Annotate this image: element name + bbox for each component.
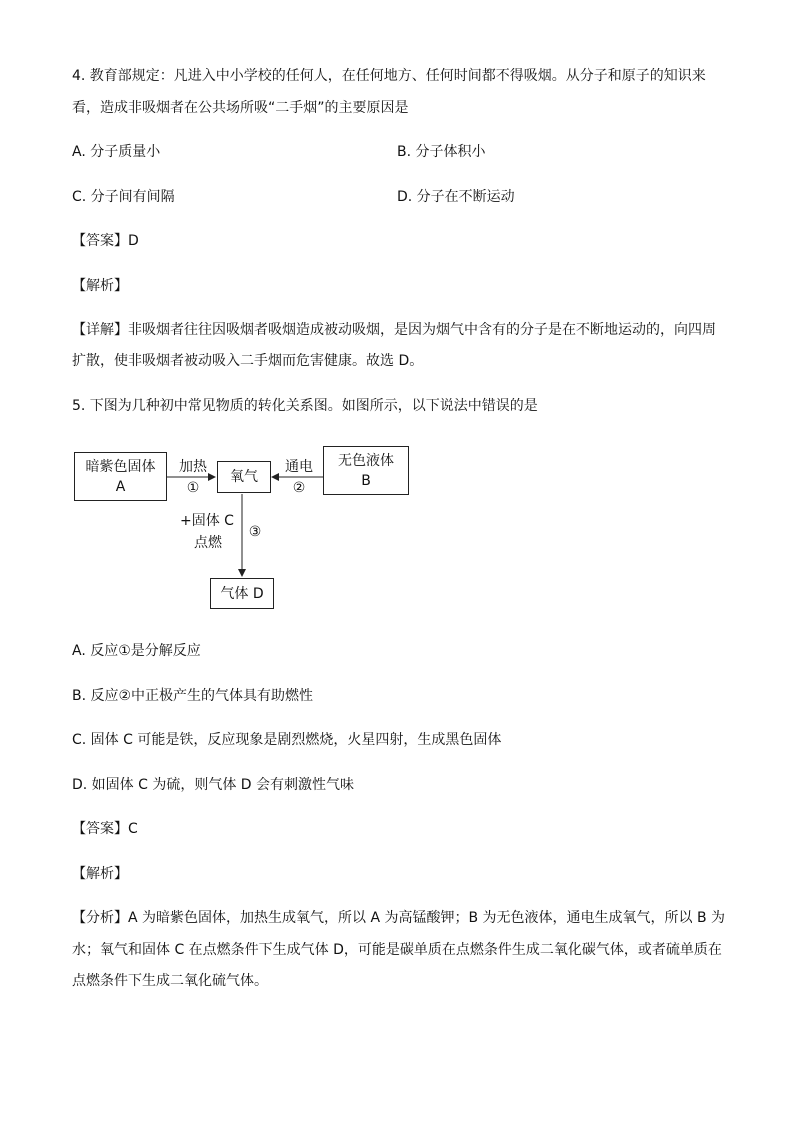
q4-detail-line2: 扩散，使非吸烟者被动吸入二手烟而危害健康。故选 D。 bbox=[72, 353, 424, 369]
box-gas-d bbox=[210, 578, 274, 609]
box-a-line2: A bbox=[115, 478, 126, 495]
q5-option-d: D. 如固体 C 为硫，则气体 D 会有刺激性气味 bbox=[72, 777, 355, 793]
q4-option-a: A. 分子质量小 bbox=[72, 144, 161, 160]
box-liquid-b bbox=[323, 446, 409, 495]
q5-option-c: C. 固体 C 可能是铁，反应现象是剧烈燃烧，火星四射，生成黑色固体 bbox=[72, 732, 502, 748]
q5-analysis-line1: 【分析】A 为暗紫色固体，加热生成氧气，所以 A 为高锰酸钾；B 为无色液体，通电生成氧气，所以 B 为 bbox=[72, 910, 726, 926]
q5-analysis-line2: 水；氧气和固体 C 在点燃条件下生成气体 D，可能是碳单质在点燃条件生成二氧化碳气体，或者硫单质在 bbox=[72, 942, 722, 958]
q4-stem-line2: 看，造成非吸烟者在公共场所吸“二手烟”的主要原因是 bbox=[72, 100, 409, 116]
box-oxygen-label: 氧气 bbox=[230, 469, 258, 485]
box-oxygen bbox=[217, 461, 271, 493]
box-b-line1: 无色液体 bbox=[338, 452, 394, 469]
box-a-line1: 暗紫色固体 bbox=[85, 458, 156, 475]
q5-option-b: B. 反应②中正极产生的气体具有助燃性 bbox=[72, 688, 314, 704]
q4-option-d: D. 分子在不断运动 bbox=[397, 189, 515, 205]
arrow1-label-bottom: ① bbox=[186, 480, 200, 496]
q4-detail-line1: 【详解】非吸烟者往往因吸烟者吸烟造成被动吸烟，是因为烟气中含有的分子是在不断地运动的，向四周 bbox=[72, 322, 716, 338]
q4-option-c: C. 分子间有间隔 bbox=[72, 189, 175, 205]
box-d-label: 气体 D bbox=[220, 585, 264, 602]
arrow3-label-line1: +固体 C bbox=[180, 513, 234, 529]
q4-stem-line1: 4. 教育部规定：凡进入中小学校的任何人，在任何地方、任何时间都不得吸烟。从分子和原子的知识来 bbox=[72, 68, 706, 84]
q5-answer: 【答案】C bbox=[72, 821, 138, 837]
arrow2-label-bottom: ② bbox=[292, 480, 306, 496]
box-solid-a bbox=[74, 452, 167, 501]
q5-option-a: A. 反应①是分解反应 bbox=[72, 643, 201, 659]
arrow2-label-top: 通电 bbox=[285, 459, 313, 475]
q4-answer: 【答案】D bbox=[72, 233, 139, 249]
box-b-line2: B bbox=[361, 472, 371, 489]
q5-analysis-line3: 点燃条件下生成二氧化硫气体。 bbox=[72, 973, 268, 989]
arrow3-label-line2: 点燃 bbox=[194, 535, 222, 551]
q4-option-b: B. 分子体积小 bbox=[397, 144, 486, 160]
arrow3-number: ③ bbox=[248, 524, 262, 540]
arrow1-label-top: 加热 bbox=[179, 459, 207, 475]
q4-analysis-label: 【解析】 bbox=[72, 278, 128, 294]
q5-stem: 5. 下图为几种初中常见物质的转化关系图。如图所示，以下说法中错误的是 bbox=[72, 398, 538, 414]
q5-analysis-label: 【解析】 bbox=[72, 866, 128, 882]
